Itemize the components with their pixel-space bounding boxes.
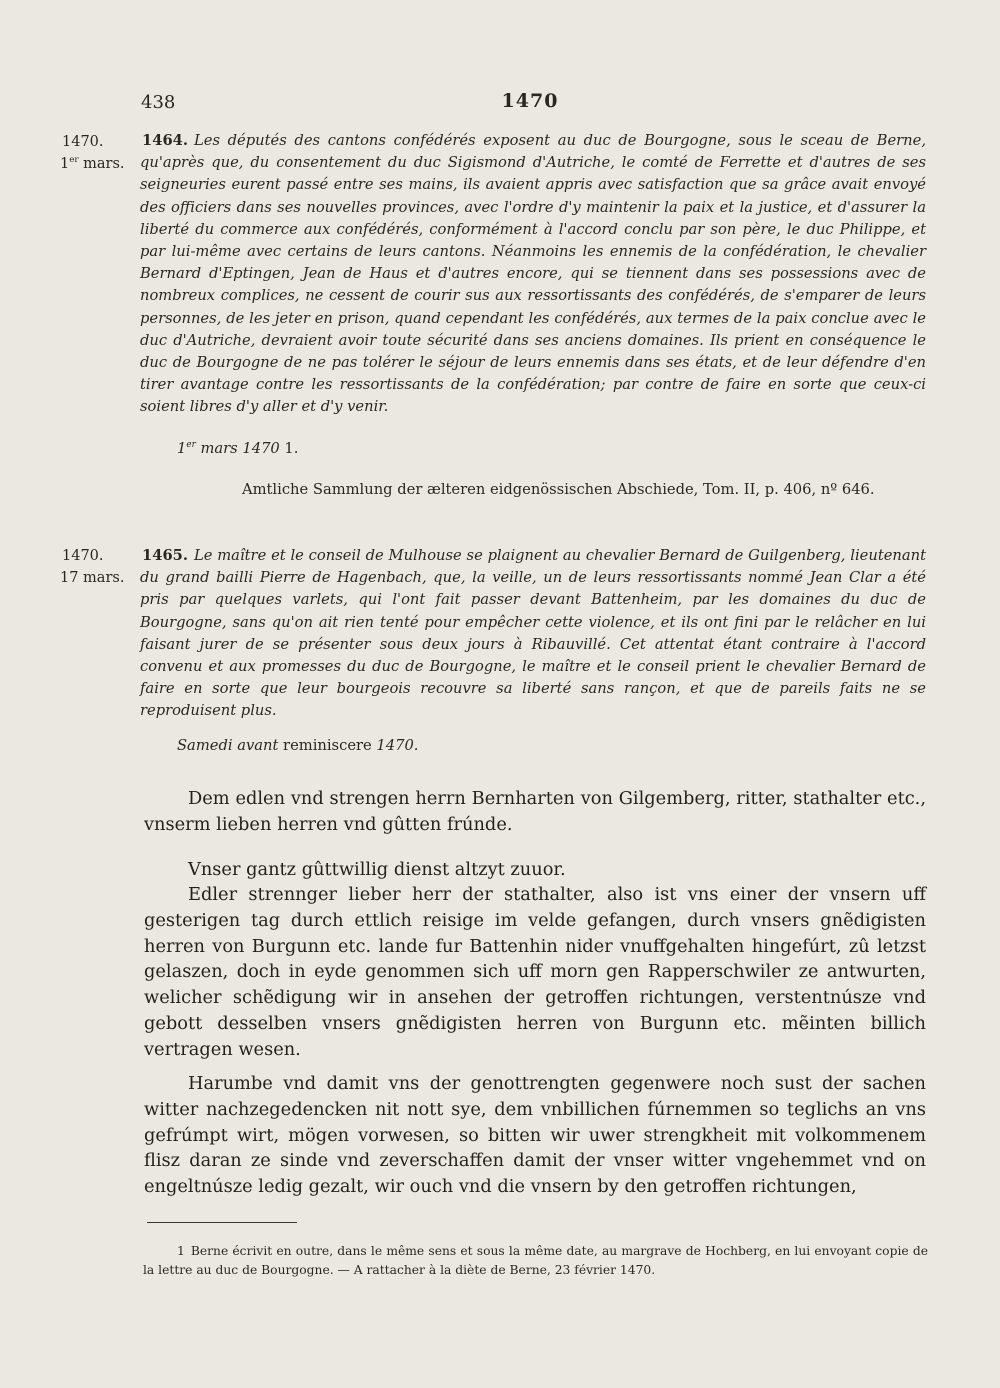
margin-date-1464 [60, 131, 132, 175]
entry-number: 1464. [142, 132, 188, 149]
margin-day: 17 mars. [60, 570, 125, 586]
footnote-ref: 1. [279, 440, 299, 457]
entry-date: Samedi avant reminiscere 1470. [177, 737, 419, 754]
margin-day: 1er mars. [60, 155, 125, 172]
margin-date-1465 [60, 545, 132, 589]
entry-summary: Le maître et le conseil de Mulhouse se plaignent au chevalier Bernard de Guilgenberg, lieutenant du grand bailli Pierre de Hagenbach, que, la veille, un de leurs ressortissants nommé Jean Clar a été pris par quelques varlets, qui l'ont fait passer devant Battenheim, par les domaines du duc de Bourgogne, sans qu'on ait rien tenté pour empêcher cette violence, et ils ont fini par le relâcher en lui faisant jurer de se présenter sous deux jours à Ribauvillé. Cet attentat étant contraire à l'accord convenu et aux promesses du duc de Bourgogne, le maître et le conseil prient le chevalier Bernard de faire en sorte que leur bourgeois recouvre sa liberté sans rançon, et que de pareils faits ne se reproduisent plus. [140, 547, 926, 720]
letter-address: Dem edlen vnd strengen herrn Bernharten von Gilgemberg, ritter, stathalter etc., vnserm lieben herren vnd gûtten frúnde. [144, 788, 926, 835]
footnote-mark: 1 [177, 1244, 185, 1258]
margin-year: 1470. [62, 548, 104, 564]
entry-number: 1465. [142, 547, 188, 564]
entry-1464 [140, 130, 926, 419]
letter-paragraph: Harumbe vnd damit vns der genottrengten gegenwere noch sust der sachen witter nachzegedencken nit nott sye, dem vnbillichen fúrnemmen so teglichs an vns gefrúmpt wirt, mögen vorwesen, so bitten wir uwer strengkheit mit volkommenem flisz daran ze sinde vnd zeverschaffen damit der vnser witter vngehemmet vnd on engeltnúsze ledig gezalt, wir ouch vnd die vnsern by den getroffen richtungen, [144, 1073, 926, 1198]
footnote [143, 1242, 928, 1280]
page-number: 438 [141, 92, 176, 113]
letter-paragraph: Edler strennger lieber herr der stathalter, also ist vns einer der vnsern uff gesterigen tag durch ettlich reisige im velde gefangen, durch vnsers gnẽdigisten herren von Burgunn etc. lande fur Battenhin nider vnuffgehalten hingefúrt, zû letzst gelaszen, doch in eyde genommen sich uff morn gen Rapperschwiler ze antwurten, welicher schẽdigung wir in ansehen der getroffen richtungen, verstentnúsze vnd gebott desselben vnsers gnẽdigisten herren von Burgunn etc. mẽinten billich vertragen wesen. [144, 884, 926, 1060]
footnote-text: Berne écrivit en outre, dans le même sens et sous la même date, au margrave de Hochberg, en lui envoyant copie de la lettre au duc de Bourgogne. — A rattacher à la diète de Berne, 23 février 1470. [143, 1244, 928, 1277]
letter-greeting: Vnser gantz gûttwillig dienst altzyt zuuor. [188, 859, 566, 880]
entry-source: Amtliche Sammlung der ælteren eidgenössischen Abschiede, Tom. II, p. 406, nº 646. [242, 481, 875, 498]
entry-date: 1er mars 1470 1. [177, 440, 299, 457]
entry-1465 [140, 545, 926, 723]
running-head-year: 1470 [501, 90, 559, 112]
entry-summary: Les députés des cantons confédérés exposent au duc de Bourgogne, sous le sceau de Berne, qu'après que, du consentement du duc Sigismond d'Autriche, le comté de Ferrette et d'autres de ses seigneuries eurent passé entre ses mains, ils avaient appris avec satisfaction que sa grâce avait envoyé des officiers dans ses nouvelles provinces, avec l'ordre d'y maintenir la paix et la justice, et d'assurer la liberté du commerce aux confédérés, conformément à l'accord conclu par son père, le duc Philippe, et par lui-même avec certains de leurs cantons. Néanmoins les ennemis de la confédération, le chevalier Bernard d'Eptingen, Jean de Haus et d'autres encore, qui se tiennent dans ses possessions avec de nombreux complices, ne cessent de courir sus aux ressortissants des confédérés, de s'emparer de leurs personnes, de les jeter en prison, quand cependant les confédérés, aux termes de la paix conclue avec le duc d'Autriche, devraient avoir toute sécurité dans ses anciens domaines. Ils prient en conséquence le duc de Bourgogne de ne pas tolérer le séjour de leurs ennemis dans ses états, et de leur défendre d'en tirer avantage contre les ressortissants de la confédération; par contre de faire en sorte que ceux-ci soient libres d'y aller et d'y venir. [140, 132, 926, 416]
footnote-divider [147, 1222, 297, 1223]
margin-year: 1470. [62, 134, 104, 150]
